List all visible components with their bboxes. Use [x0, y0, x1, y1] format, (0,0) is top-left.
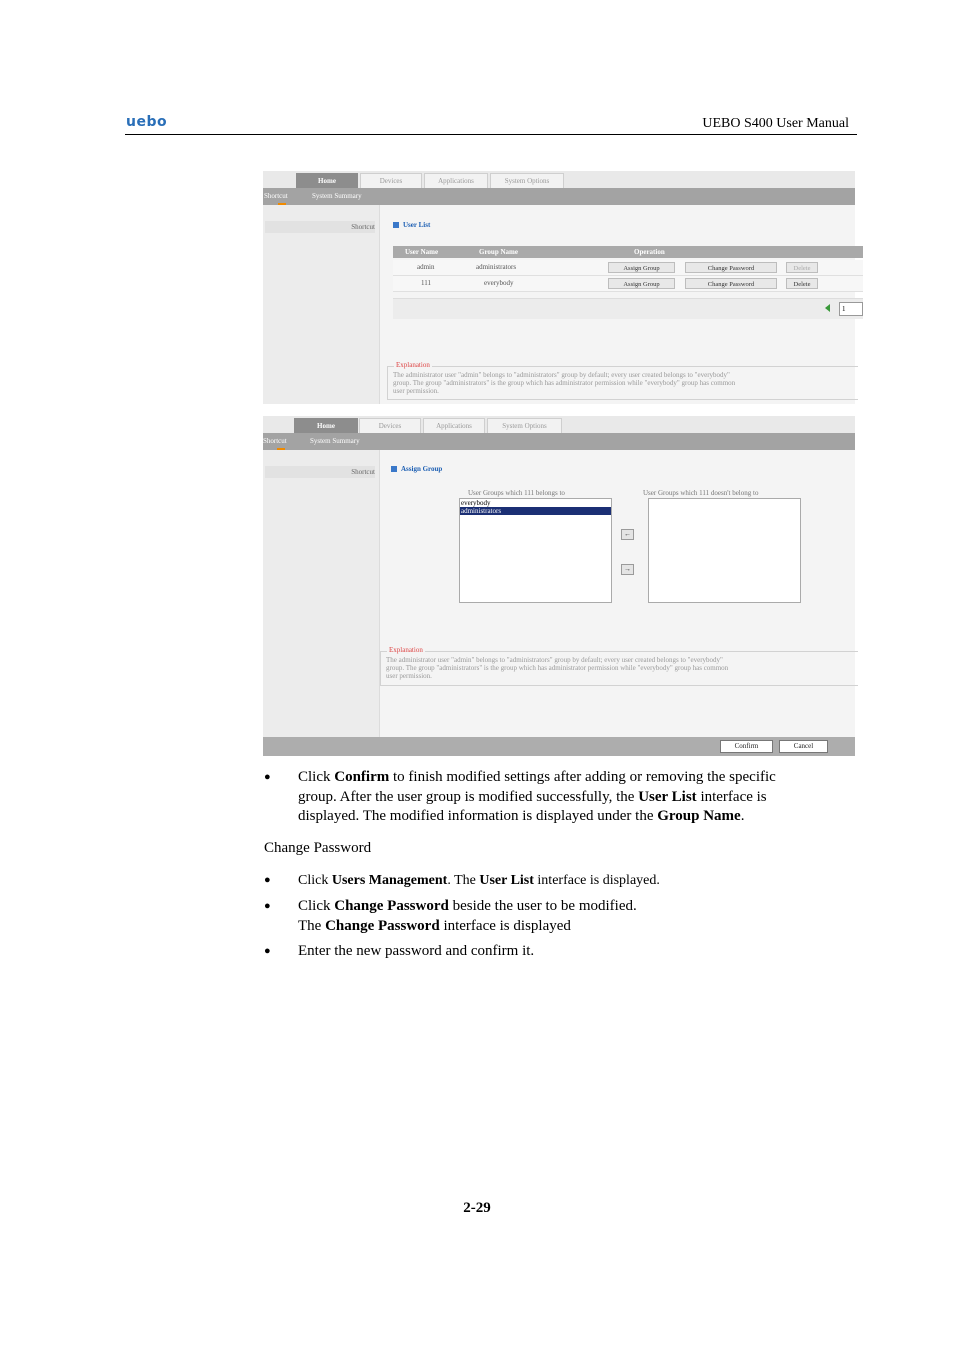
subnav-shortcut[interactable]: Shortcut [264, 188, 288, 205]
explanation-title: Explanation [389, 646, 423, 654]
change-password-button[interactable]: Change Password [685, 262, 777, 273]
prev-page-icon[interactable] [825, 304, 830, 312]
user-table-header [393, 246, 863, 258]
cell-group: everybody [484, 279, 514, 287]
delete-button[interactable]: Delete [786, 278, 818, 289]
tab-devices[interactable]: Devices [359, 418, 421, 433]
section-heading: Change Password [264, 840, 372, 856]
explanation-line: group. The group "administrators" is the group which has administrator permission while "everybody" group has common [393, 379, 736, 387]
confirm-button[interactable]: Confirm [720, 740, 773, 753]
col-operation: Operation [634, 248, 665, 256]
explanation-title: Explanation [396, 361, 430, 369]
bullet-icon: ● [264, 771, 271, 783]
assign-group-button[interactable]: Assign Group [608, 278, 675, 289]
tab-system-options[interactable]: System Options [490, 173, 564, 188]
sub-nav-bar [263, 433, 855, 450]
assign-group-button[interactable]: Assign Group [608, 262, 675, 273]
explanation-line: The administrator user "admin" belongs to "administrators" group by default; every user created belongs to "everybody" [386, 656, 723, 664]
change-password-button[interactable]: Change Password [685, 278, 777, 289]
explanation-line: user permission. [386, 672, 432, 680]
move-left-button[interactable]: ← [621, 529, 634, 540]
explanation-box [387, 361, 858, 400]
user-list-icon [393, 222, 399, 228]
tab-home[interactable]: Home [296, 173, 358, 188]
explanation-box [380, 646, 858, 686]
col-group-name: Group Name [479, 248, 518, 256]
explanation-line: user permission. [393, 387, 439, 395]
page-number: 2-29 [463, 1200, 491, 1216]
table-row [393, 276, 863, 292]
top-tab-bar [263, 416, 855, 433]
pagination-bar [393, 298, 863, 319]
move-right-button[interactable]: → [621, 564, 634, 575]
subnav-shortcut[interactable]: Shortcut [263, 433, 287, 450]
left-shortcut-label[interactable]: Shortcut [265, 466, 375, 478]
col-user-name: User Name [405, 248, 439, 256]
bottom-action-bar [263, 737, 855, 756]
uebo-logo: uebo [126, 114, 168, 130]
bullet-icon: ● [264, 945, 271, 957]
list-item[interactable]: everybody [461, 499, 491, 507]
subnav-system-summary[interactable]: System Summary [310, 437, 360, 445]
bullet-enter-password: Enter the new password and confirm it. [298, 943, 535, 959]
explanation-line: The administrator user "admin" belongs to "administrators" group by default; every user created belongs to "everybody" [393, 371, 730, 379]
belongs-label: User Groups which 111 belongs to [468, 489, 565, 497]
bullet-users-management: Click Users Management. The User List interface is displayed. [298, 873, 660, 888]
bullet-confirm: Click Confirm to finish modified settings after adding or removing the specific group. After the user group is modified successfully, the User List interface is displayed. The modified information is displayed under the Group Name. [298, 769, 776, 824]
tab-devices[interactable]: Devices [360, 173, 422, 188]
bullet-icon: ● [264, 874, 271, 886]
tab-home[interactable]: Home [294, 418, 358, 433]
cell-user: admin [417, 263, 435, 271]
cancel-button[interactable]: Cancel [779, 740, 828, 753]
sub-nav-bar [263, 188, 855, 205]
tab-applications[interactable]: Applications [424, 173, 488, 188]
header-rule [125, 134, 857, 135]
delete-button[interactable]: Delete [786, 262, 818, 273]
page-number-input[interactable]: 1 [839, 302, 863, 316]
table-row [393, 260, 863, 276]
bullet-change-password: Click Change Password beside the user to be modified. The Change Password interface is displayed [298, 898, 637, 934]
subnav-system-summary[interactable]: System Summary [312, 192, 362, 200]
tab-applications[interactable]: Applications [423, 418, 485, 433]
left-shortcut-label[interactable]: Shortcut [265, 221, 375, 233]
explanation-line: group. The group "administrators" is the group which has administrator permission while "everybody" group has common [386, 664, 729, 672]
list-item-selected[interactable]: administrators [460, 507, 611, 515]
manual-title: UEBO S400 User Manual [702, 116, 849, 131]
cell-group: administrators [476, 263, 517, 271]
tab-system-options[interactable]: System Options [487, 418, 562, 433]
bullet-icon: ● [264, 900, 271, 912]
assign-group-title: Assign Group [391, 465, 442, 473]
top-tab-bar [263, 171, 855, 188]
user-list-screenshot [263, 171, 855, 404]
user-list-title: User List [393, 221, 430, 229]
belongs-groups-list[interactable] [459, 498, 612, 603]
not-belongs-label: User Groups which 111 doesn't belong to [643, 489, 759, 497]
assign-group-screenshot [263, 416, 855, 756]
left-panel [263, 205, 380, 404]
cell-user: 111 [421, 279, 431, 287]
left-panel [263, 450, 380, 756]
not-belongs-groups-list[interactable] [648, 498, 801, 603]
assign-group-icon [391, 466, 397, 472]
